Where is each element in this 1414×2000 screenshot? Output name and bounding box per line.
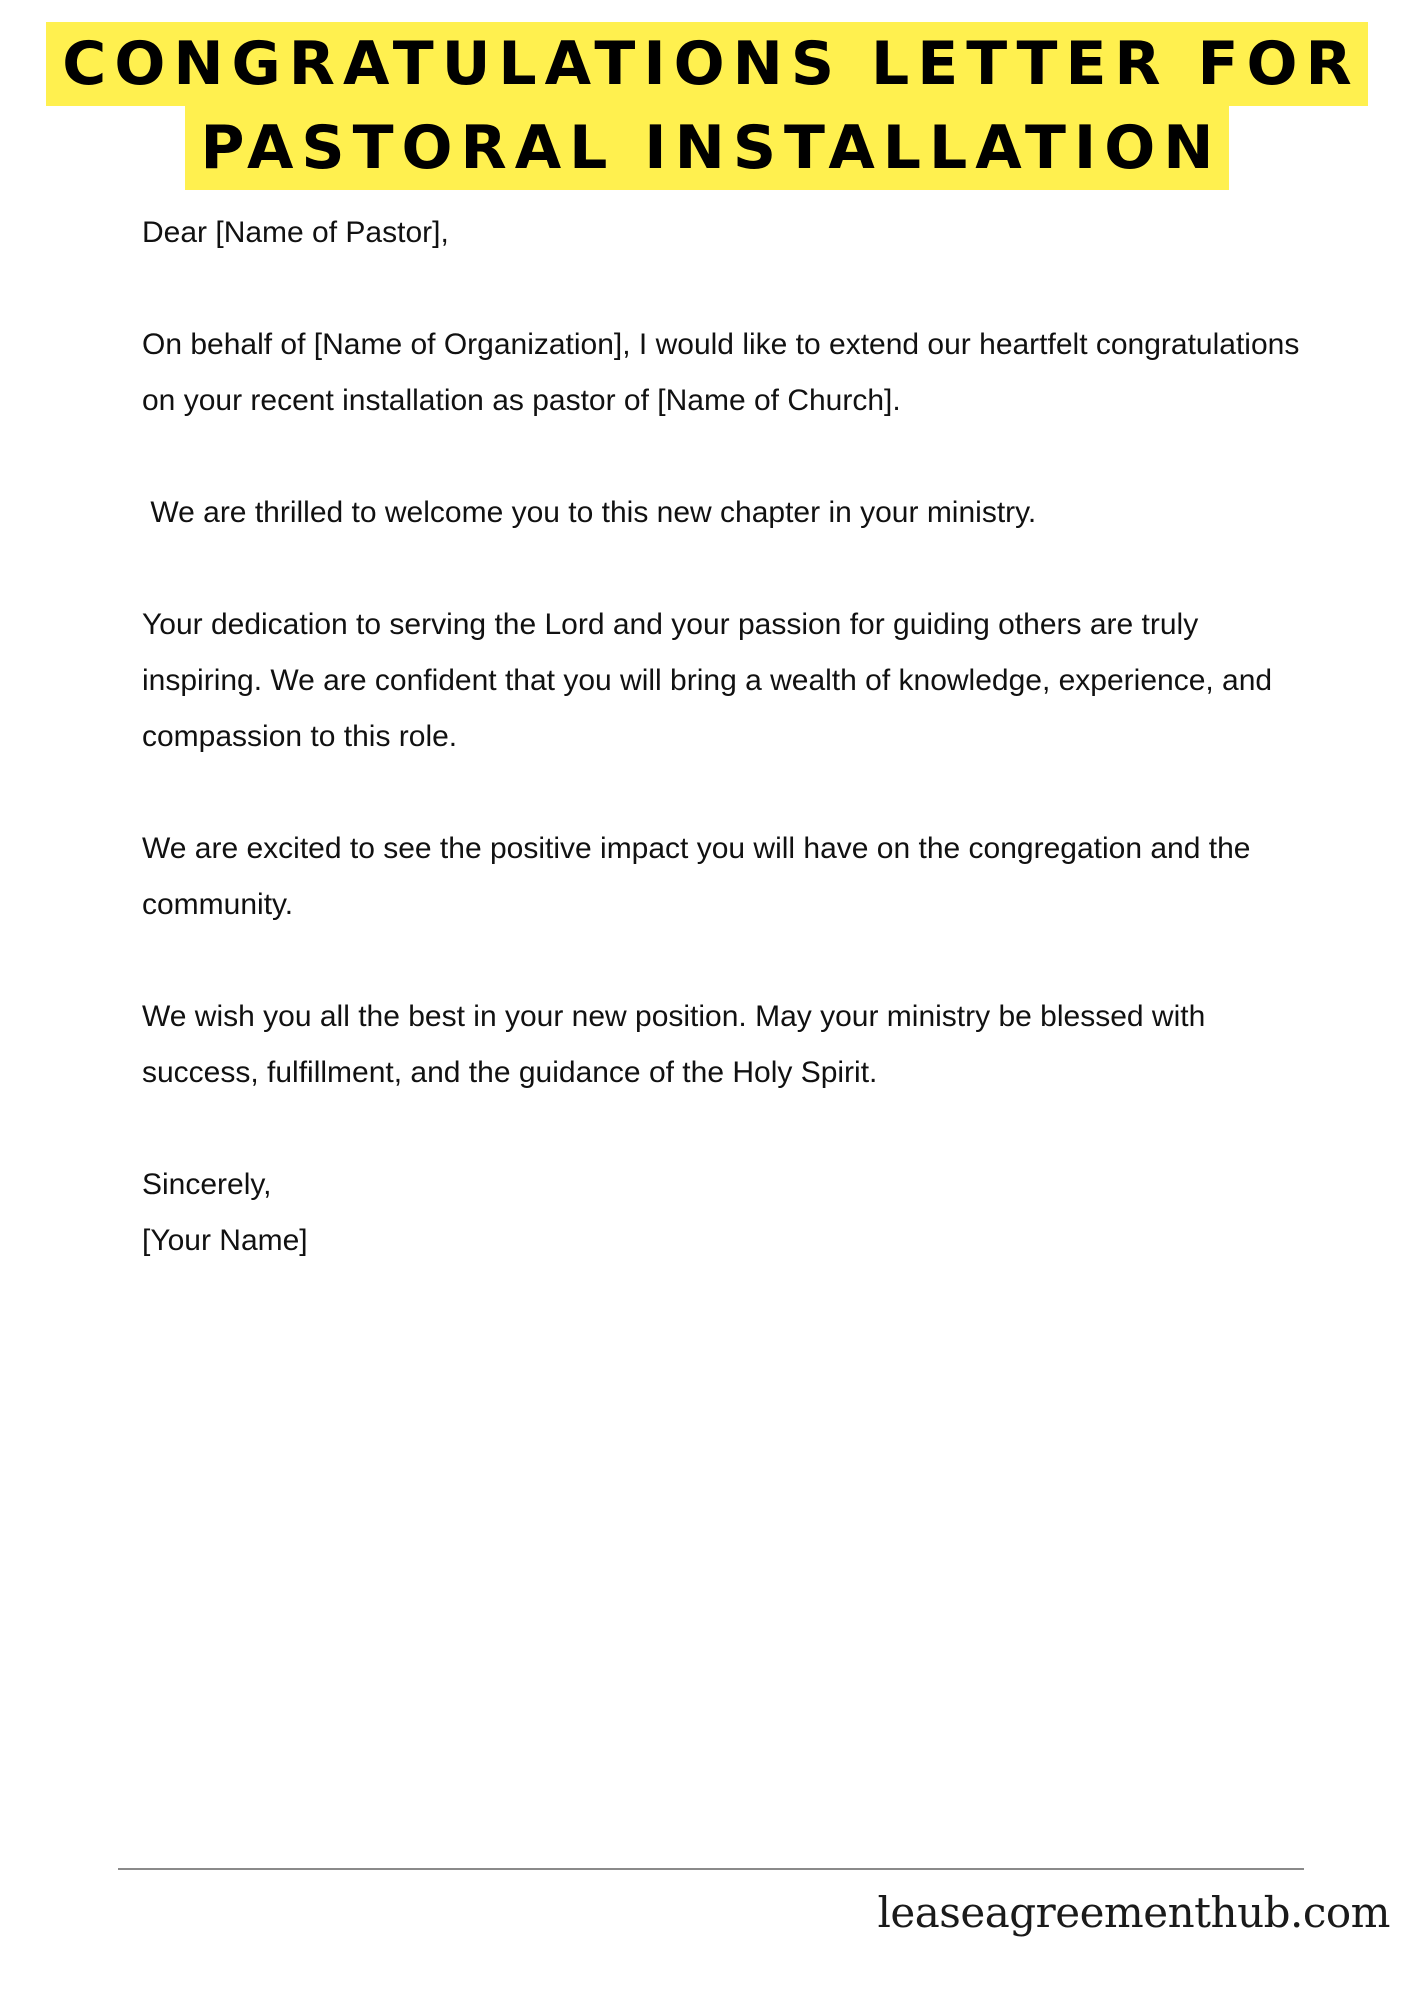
- salutation: Dear [Name of Pastor],: [142, 216, 449, 249]
- closing: Sincerely,: [142, 1168, 272, 1201]
- footer-website: leaseagreementhub.com: [877, 1888, 1390, 1937]
- document-title: [0, 22, 1414, 190]
- paragraph-5: We wish you all the best in your new position. May your ministry be blessed with success, fulfillment, and the guidance of the Holy Spirit.: [142, 1000, 1206, 1089]
- title-line-1: CONGRATULATIONS LETTER FOR: [46, 22, 1367, 106]
- paragraph-4: We are excited to see the positive impact you will have on the congregation and the community.: [142, 832, 1251, 921]
- signature: [Your Name]: [142, 1224, 308, 1257]
- paragraph-1: On behalf of [Name of Organization], I would like to extend our heartfelt congratulations on your recent installation as pastor of [Name of Church].: [142, 328, 1300, 417]
- footer-divider: [118, 1868, 1304, 1870]
- paragraph-3: Your dedication to serving the Lord and your passion for guiding others are truly inspiring. We are confident that you will bring a wealth of knowledge, experience, and compassion to this role.: [142, 608, 1273, 753]
- title-line-2: PASTORAL INSTALLATION: [185, 106, 1230, 190]
- paragraph-2: We are thrilled to welcome you to this new chapter in your ministry.: [142, 496, 1037, 529]
- letter-body: [142, 205, 1322, 1269]
